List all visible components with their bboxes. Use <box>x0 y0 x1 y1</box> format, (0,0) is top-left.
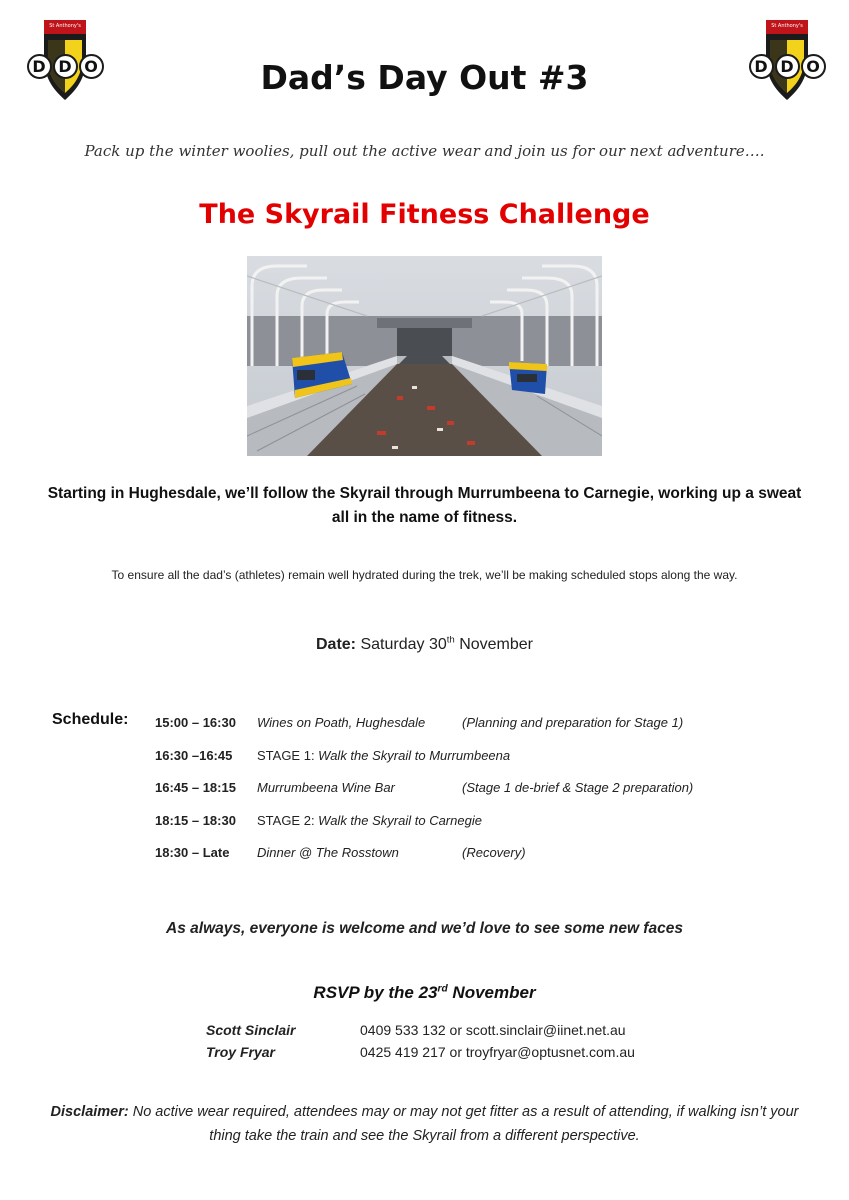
schedule-activity <box>257 748 510 763</box>
rsvp-contacts <box>206 1022 706 1066</box>
schedule-row <box>155 748 795 781</box>
event-title: The Skyrail Fitness Challenge <box>199 199 650 230</box>
page-title: Dad’s Day Out #3 <box>260 58 589 97</box>
logo-letter: D <box>749 54 774 79</box>
logo-letter: O <box>801 54 826 79</box>
hydration-note: To ensure all the dad’s (athletes) remain well hydrated during the trek, we’ll be making scheduled stops along the way. <box>111 568 738 582</box>
schedule-activity-text: Wines on Poath, Hughesdale <box>257 715 426 730</box>
event-date <box>0 636 849 654</box>
date-value: Saturday 30 <box>360 636 447 653</box>
schedule-activity-text: Dinner @ The Rosstown <box>257 845 399 860</box>
schedule-note: (Planning and preparation for Stage 1) <box>462 715 684 730</box>
schedule-stage: STAGE 2: <box>257 812 319 828</box>
schedule-row <box>155 780 795 813</box>
logo-letter: O <box>79 54 104 79</box>
logo-crest-label: St Anthony's <box>49 23 81 29</box>
schedule-activity-text: Walk the Skyrail to Murrumbeena <box>318 747 511 763</box>
schedule-time: 15:00 – 16:30 <box>155 715 236 730</box>
schedule-list <box>155 715 795 878</box>
schedule-time: 18:30 – Late <box>155 845 230 860</box>
schedule-activity <box>257 845 399 860</box>
schedule-label: Schedule: <box>52 711 129 728</box>
schedule-time: 16:45 – 18:15 <box>155 780 236 795</box>
contact-name: Scott Sinclair <box>206 1022 296 1038</box>
contact-info[interactable]: 0409 533 132 or scott.sinclair@iinet.net.au <box>360 1022 626 1038</box>
contact-row <box>206 1022 706 1044</box>
welcome-text: As always, everyone is welcome and we’d love to see some new faces <box>166 920 683 937</box>
date-suffix: th <box>446 634 455 646</box>
schedule-activity <box>257 813 482 828</box>
intro-text: Starting in Hughesdale, we’ll follow the Skyrail through Murrumbeena to Carnegie, working up a sweat all in the name of fitness. <box>47 485 802 526</box>
logo-crest-label: St Anthony's <box>771 23 803 29</box>
schedule-note: (Recovery) <box>462 845 526 860</box>
disclaimer-label: Disclaimer: <box>50 1104 129 1120</box>
schedule-activity-text: Murrumbeena Wine Bar <box>257 780 395 795</box>
schedule-row <box>155 813 795 846</box>
skyrail-photo <box>247 256 602 456</box>
tagline: Pack up the winter woolies, pull out the active wear and join us for our next adventure…. <box>84 142 765 160</box>
schedule-activity <box>257 715 425 730</box>
logo-letter: D <box>53 54 78 79</box>
schedule-note: (Stage 1 de-brief & Stage 2 preparation) <box>462 780 694 795</box>
schedule-row <box>155 715 795 748</box>
logo-letter: D <box>27 54 52 79</box>
rsvp-text: RSVP by the 23 <box>313 983 438 1002</box>
date-month: November <box>454 636 533 653</box>
rsvp-month: November <box>447 983 536 1002</box>
contact-name: Troy Fryar <box>206 1044 275 1060</box>
contact-row <box>206 1044 706 1066</box>
schedule-stage: STAGE 1: <box>257 747 319 763</box>
schedule-time: 18:15 – 18:30 <box>155 812 236 828</box>
logo-letter: D <box>775 54 800 79</box>
schedule-row <box>155 845 795 878</box>
rsvp-suffix: rd <box>437 983 448 995</box>
rsvp-heading <box>0 983 849 1003</box>
disclaimer <box>40 1100 809 1148</box>
disclaimer-text: No active wear required, attendees may or may not get fitter as a result of attending, if walking isn’t your thing take the train and see the Skyrail from a different perspective. <box>128 1104 799 1144</box>
schedule-time: 16:30 –16:45 <box>155 747 233 763</box>
contact-info[interactable]: 0425 419 217 or troyfryar@optusnet.com.au <box>360 1044 635 1060</box>
schedule-activity-text: Walk the Skyrail to Carnegie <box>318 812 482 828</box>
date-label: Date: <box>315 636 356 653</box>
schedule-activity <box>257 780 395 795</box>
